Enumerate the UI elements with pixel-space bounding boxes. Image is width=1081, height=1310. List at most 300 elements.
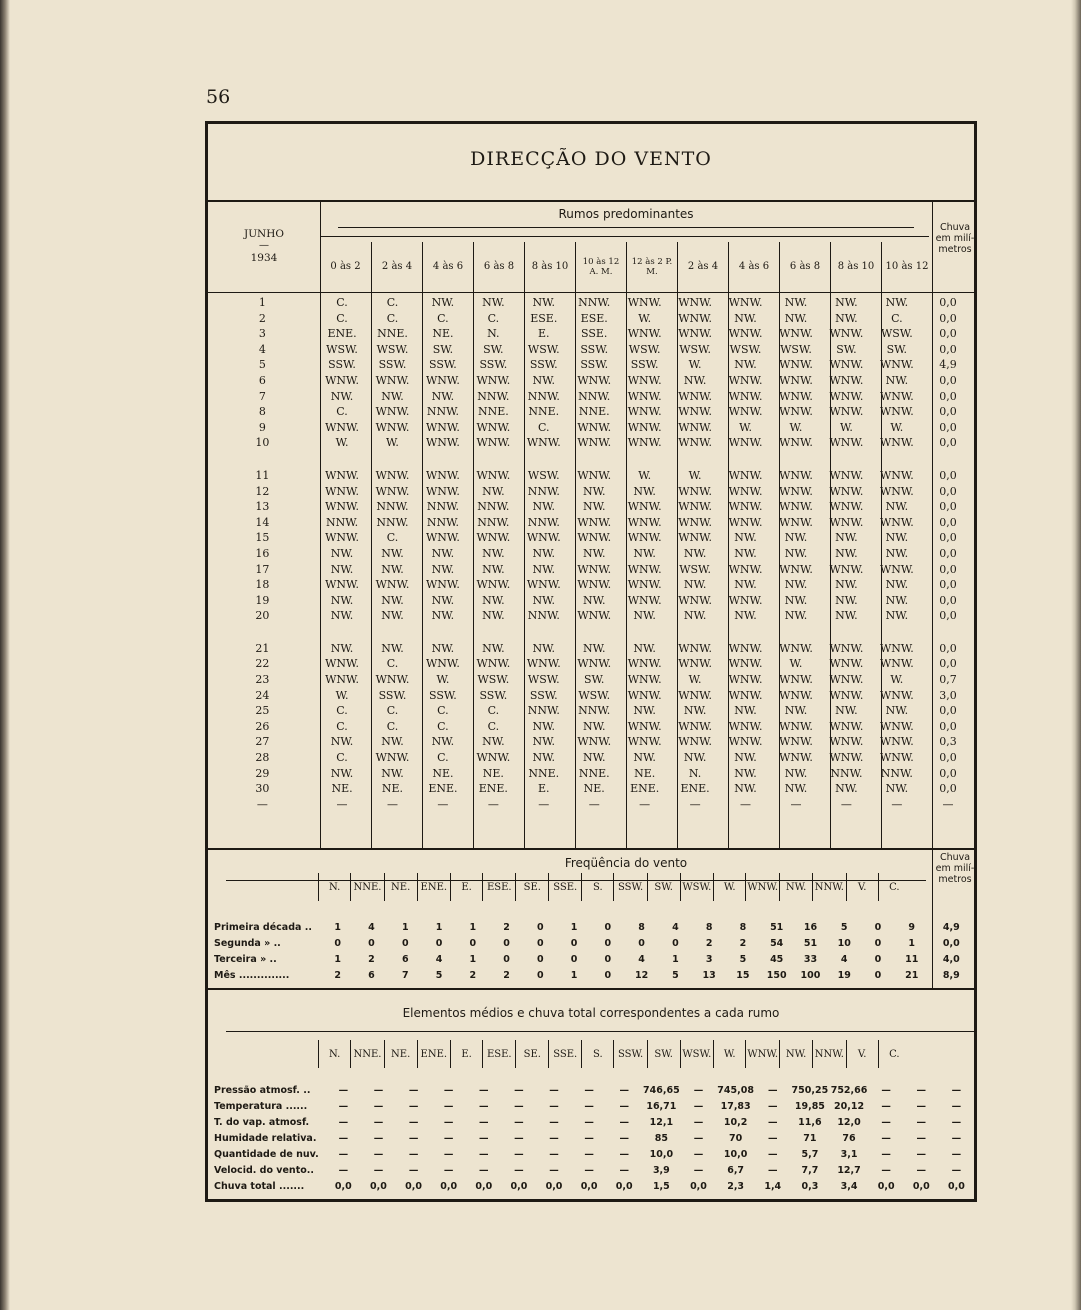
elem-cell: — bbox=[768, 1084, 778, 1096]
wind-cell: C. bbox=[386, 719, 399, 733]
freq-cell: 0 bbox=[874, 921, 882, 933]
day-number: 16 bbox=[255, 546, 270, 560]
freq-cell: 8 bbox=[739, 921, 747, 933]
wind-cell: WNW. bbox=[829, 405, 864, 419]
wind-cell: WNW. bbox=[678, 593, 712, 607]
elem-cell: — bbox=[916, 1132, 927, 1144]
freq-cell: 21 bbox=[905, 969, 919, 981]
day-number: 2 bbox=[258, 311, 266, 325]
elem-cell: 12,7 bbox=[837, 1164, 861, 1176]
elem-direction-header: WSW. bbox=[680, 1040, 714, 1068]
wind-cell: WNW. bbox=[426, 420, 460, 434]
wind-cell: NW. bbox=[734, 311, 757, 325]
rain-cell: 0,0 bbox=[939, 342, 957, 356]
freq-cell: 150 bbox=[766, 969, 787, 981]
wind-cell: NW. bbox=[885, 500, 909, 514]
wind-cell: ENE. bbox=[428, 782, 458, 796]
freq-direction-header: ENE. bbox=[417, 873, 450, 901]
wind-cell: NW. bbox=[885, 704, 909, 718]
elem-cell: 70 bbox=[729, 1132, 743, 1144]
day-number: 17 bbox=[255, 562, 270, 576]
wind-cell: WNW. bbox=[879, 641, 914, 655]
elem-cell: — bbox=[951, 1084, 962, 1096]
dash-row bbox=[208, 797, 974, 813]
elem-cell: — bbox=[443, 1100, 454, 1112]
freq-direction-header: SSW. bbox=[614, 873, 647, 901]
wind-cell: WNW. bbox=[728, 436, 763, 450]
elem-cell: — bbox=[619, 1132, 629, 1144]
elem-cell: — bbox=[549, 1132, 559, 1144]
wind-cell: WNW. bbox=[426, 436, 460, 450]
day-number: 30 bbox=[255, 782, 270, 796]
wind-cell: WNW. bbox=[678, 515, 712, 529]
rain-cell: 0,0 bbox=[939, 484, 957, 498]
freq-row bbox=[214, 935, 974, 951]
freq-cell: 1 bbox=[334, 953, 342, 965]
wind-cell: NNE. bbox=[578, 766, 610, 780]
elem-cell: — bbox=[584, 1116, 594, 1128]
wind-cell: NNW. bbox=[578, 704, 611, 718]
wind-cell: WNW. bbox=[829, 358, 864, 372]
wind-cell: NW. bbox=[431, 389, 455, 403]
wind-cell: WNW. bbox=[779, 358, 813, 372]
wind-cell: WNW. bbox=[526, 578, 561, 592]
wind-cell: WNW. bbox=[526, 531, 561, 545]
elem-cell: 0,0 bbox=[615, 1180, 633, 1192]
wind-cell: W. bbox=[335, 436, 349, 450]
freq-top-rule bbox=[208, 848, 974, 850]
day-row bbox=[208, 484, 974, 500]
elem-cell: — bbox=[951, 1116, 962, 1128]
elem-cell: — bbox=[514, 1164, 524, 1176]
time-column-header: 6 às 8 bbox=[779, 242, 830, 292]
freq-table bbox=[214, 919, 974, 983]
rain-cell: 0,0 bbox=[939, 593, 957, 607]
wind-cell: WSW. bbox=[527, 468, 560, 482]
day-number: 7 bbox=[258, 389, 266, 403]
wind-cell: WNW. bbox=[627, 673, 662, 687]
day-row bbox=[208, 311, 974, 327]
freq-direction-header: N. bbox=[319, 873, 351, 901]
elem-cell: 20,12 bbox=[834, 1100, 865, 1112]
rain-cell: 0,0 bbox=[939, 719, 957, 733]
wind-cell: WNW. bbox=[728, 327, 763, 341]
wind-cell: WNW. bbox=[779, 389, 813, 403]
wind-cell: NW. bbox=[482, 296, 505, 309]
elem-cell: 0,0 bbox=[370, 1180, 387, 1192]
wind-cell: WNW. bbox=[829, 673, 864, 687]
wind-cell: SSW. bbox=[529, 688, 558, 702]
freq-cell: 0 bbox=[570, 953, 578, 965]
wind-cell: WNW. bbox=[829, 657, 864, 671]
elem-cell: 3,9 bbox=[652, 1164, 670, 1176]
time-header-rule bbox=[320, 236, 929, 237]
rain-cell: 0,3 bbox=[939, 735, 957, 749]
elem-row-label: T. do vap. atmosf. bbox=[214, 1116, 310, 1128]
elem-cell: — bbox=[479, 1084, 489, 1096]
day-number: 12 bbox=[255, 484, 270, 498]
day-number: 11 bbox=[255, 468, 270, 482]
elem-cell: 3,1 bbox=[840, 1148, 858, 1160]
freq-direction-header: SSE. bbox=[549, 873, 582, 901]
freq-rain-header: Chuva em milí- metros bbox=[935, 852, 975, 885]
wind-cell: WSW. bbox=[679, 342, 711, 356]
wind-cell: NW. bbox=[431, 609, 455, 623]
wind-cell: WNW. bbox=[728, 688, 763, 702]
elem-cell: — bbox=[951, 1164, 962, 1176]
wind-cell: WNW. bbox=[829, 484, 864, 498]
elem-cell: — bbox=[408, 1132, 419, 1144]
dash-cell: — bbox=[336, 797, 348, 811]
freq-row-label: Primeira década .. bbox=[214, 921, 312, 933]
elem-cell: — bbox=[768, 1116, 778, 1128]
freq-cell: 4 bbox=[638, 953, 645, 965]
wind-cell: NE. bbox=[432, 327, 454, 341]
elem-direction-header: ESE. bbox=[483, 1040, 516, 1068]
day-number: 21 bbox=[255, 641, 270, 655]
freq-cell: 0 bbox=[469, 937, 477, 949]
day-row bbox=[208, 766, 974, 782]
elem-cell: 0,0 bbox=[948, 1180, 965, 1192]
wind-cell: WNW. bbox=[325, 484, 359, 498]
wind-cell: WNW. bbox=[879, 389, 914, 403]
elem-row bbox=[214, 1098, 974, 1114]
wind-cell: WSW. bbox=[527, 673, 560, 687]
freq-cell: 0 bbox=[503, 953, 510, 965]
wind-cell: WNW. bbox=[879, 515, 914, 529]
wind-cell: C. bbox=[487, 311, 500, 325]
wind-cell: NNE. bbox=[477, 405, 509, 419]
freq-cell: 8 bbox=[638, 921, 645, 933]
elem-cell: 746,65 bbox=[643, 1084, 680, 1096]
wind-cell: WNW. bbox=[779, 500, 813, 514]
elem-cell: — bbox=[479, 1116, 489, 1128]
wind-cell: WNW. bbox=[728, 515, 763, 529]
day-row bbox=[208, 688, 974, 704]
freq-cell: 1 bbox=[334, 921, 342, 933]
freq-cell: 16 bbox=[803, 921, 818, 933]
day-row bbox=[208, 499, 974, 515]
time-column-header: 2 às 4 bbox=[371, 242, 422, 292]
day-row bbox=[208, 577, 974, 593]
elem-cell: 0,0 bbox=[912, 1180, 930, 1192]
freq-cell: 2 bbox=[503, 969, 510, 981]
book-spine-left bbox=[0, 0, 10, 1310]
elem-cell: — bbox=[408, 1100, 419, 1112]
wind-cell: WNW. bbox=[829, 719, 864, 733]
freq-cell: 5 bbox=[435, 969, 443, 981]
elem-cell: 750,25 bbox=[791, 1084, 829, 1096]
day-row bbox=[208, 342, 974, 358]
wind-cell: WNW. bbox=[728, 373, 763, 387]
elem-row-label: Pressão atmosf. .. bbox=[214, 1084, 311, 1096]
wind-cell: NNW. bbox=[477, 500, 510, 514]
day-row bbox=[208, 389, 974, 405]
wind-cell: WNW. bbox=[627, 420, 662, 434]
wind-cell: WNW. bbox=[577, 420, 612, 434]
wind-cell: WNW. bbox=[829, 468, 864, 482]
wind-cell: WNW. bbox=[476, 436, 511, 450]
rain-cell: 0,0 bbox=[939, 500, 957, 514]
wind-cell: NNW. bbox=[527, 484, 560, 498]
day-row bbox=[208, 703, 974, 719]
wind-cell: WNW. bbox=[728, 719, 763, 733]
elem-cell: — bbox=[514, 1132, 524, 1144]
day-number: 15 bbox=[255, 531, 270, 545]
rain-cell: 0,0 bbox=[939, 296, 957, 309]
elem-cell: — bbox=[768, 1164, 778, 1176]
wind-cell: WNW. bbox=[779, 641, 813, 655]
wind-cell: SSW. bbox=[378, 358, 407, 372]
rain-cell: 0,0 bbox=[939, 389, 957, 403]
wind-cell: WNW. bbox=[627, 578, 662, 592]
wind-cell: NW. bbox=[633, 751, 656, 765]
wind-cell: NW. bbox=[734, 782, 757, 796]
page-number: 56 bbox=[206, 86, 231, 108]
wind-cell: NW. bbox=[582, 484, 606, 498]
freq-row bbox=[214, 951, 974, 967]
wind-cell: C. bbox=[336, 405, 348, 419]
wind-cell: NW. bbox=[330, 389, 354, 403]
elem-direction-header: N. bbox=[319, 1040, 351, 1068]
wind-cell: WNW. bbox=[678, 500, 712, 514]
wind-cell: C. bbox=[386, 296, 399, 309]
elem-cell: — bbox=[619, 1164, 629, 1176]
wind-cell: WNW. bbox=[779, 515, 813, 529]
wind-cell: C. bbox=[487, 704, 500, 718]
freq-row-label: Terceira » .. bbox=[214, 953, 277, 965]
elem-direction-header: S. bbox=[582, 1040, 614, 1068]
freq-cell: 1 bbox=[469, 953, 477, 965]
daily-wind-table bbox=[208, 295, 974, 812]
wind-cell: WNW. bbox=[879, 688, 914, 702]
day-row bbox=[208, 750, 974, 766]
elem-cell: — bbox=[619, 1100, 629, 1112]
wind-cell: NW. bbox=[482, 562, 505, 576]
wind-cell: WNW. bbox=[476, 420, 511, 434]
wind-cell: WNW. bbox=[476, 531, 511, 545]
freq-cell: 4 bbox=[368, 921, 375, 933]
day-number: 14 bbox=[255, 515, 270, 529]
wind-cell: NW. bbox=[381, 735, 404, 749]
wind-cell: WNW. bbox=[678, 641, 712, 655]
elem-cell: — bbox=[951, 1148, 962, 1160]
wind-cell: NNW. bbox=[527, 704, 560, 718]
title-rule bbox=[208, 200, 974, 202]
freq-direction-header: NE. bbox=[384, 873, 417, 901]
elem-cell: 0,0 bbox=[440, 1180, 458, 1192]
elem-cell: — bbox=[881, 1132, 891, 1144]
freq-cell: 1 bbox=[401, 921, 409, 933]
day-number: 19 bbox=[255, 593, 270, 607]
rain-cell: 0,0 bbox=[939, 766, 957, 780]
elem-cell: 1,5 bbox=[652, 1180, 670, 1192]
elem-cell: — bbox=[916, 1100, 927, 1112]
elem-cell: — bbox=[768, 1148, 778, 1160]
elem-cell: — bbox=[479, 1148, 489, 1160]
elem-brace bbox=[226, 1031, 976, 1032]
elem-cell: — bbox=[549, 1164, 559, 1176]
elem-direction-header bbox=[318, 1040, 910, 1068]
wind-cell: WNW. bbox=[375, 578, 410, 592]
wind-cell: WNW. bbox=[829, 327, 864, 341]
wind-cell: NW. bbox=[582, 500, 606, 514]
freq-cell: 0 bbox=[537, 921, 544, 933]
elem-direction-header: V. bbox=[846, 1040, 878, 1068]
wind-cell: WNW. bbox=[678, 735, 712, 749]
elem-cell: — bbox=[443, 1164, 454, 1176]
wind-cell: C. bbox=[437, 704, 449, 718]
wind-cell: WNW. bbox=[476, 468, 511, 482]
wind-cell: WNW. bbox=[627, 562, 662, 576]
day-number: 5 bbox=[258, 358, 266, 372]
wind-cell: NW. bbox=[431, 546, 455, 560]
elem-table bbox=[214, 1082, 974, 1194]
wind-cell: WNW. bbox=[627, 688, 662, 702]
day-row bbox=[208, 295, 974, 311]
wind-cell: WNW. bbox=[476, 373, 511, 387]
elem-direction-header: NW. bbox=[780, 1040, 813, 1068]
freq-cell: 0 bbox=[435, 937, 443, 949]
dash-cell: — bbox=[689, 797, 701, 811]
wind-cell: NW. bbox=[482, 546, 505, 560]
freq-cell: 0 bbox=[401, 937, 409, 949]
wind-cell: WNW. bbox=[577, 578, 612, 592]
wind-cell: WNW. bbox=[678, 311, 712, 325]
elem-row bbox=[214, 1082, 974, 1098]
wind-cell: WNW. bbox=[879, 719, 914, 733]
time-column-header: 10 às 12 A. M. bbox=[575, 242, 626, 292]
rain-cell: 0,0 bbox=[939, 704, 957, 718]
day-row bbox=[208, 326, 974, 342]
freq-direction-header: V. bbox=[846, 873, 878, 901]
wind-cell: WNW. bbox=[627, 657, 662, 671]
elem-cell: — bbox=[693, 1132, 704, 1144]
day-number: 24 bbox=[255, 688, 270, 702]
elem-cell: — bbox=[584, 1084, 594, 1096]
wind-cell: C. bbox=[487, 719, 500, 733]
elem-cell: — bbox=[768, 1132, 778, 1144]
freq-cell: 100 bbox=[800, 969, 821, 981]
elem-cell: — bbox=[916, 1084, 927, 1096]
wind-cell: NNW. bbox=[880, 766, 913, 780]
day-row bbox=[208, 593, 974, 609]
wind-cell: SSW. bbox=[479, 688, 508, 702]
wind-cell: SSW. bbox=[479, 358, 508, 372]
wind-cell: WNW. bbox=[627, 515, 662, 529]
elem-cell: — bbox=[693, 1116, 704, 1128]
wind-cell: NW. bbox=[330, 641, 354, 655]
elem-cell: — bbox=[881, 1084, 891, 1096]
elem-cell: — bbox=[408, 1116, 419, 1128]
wind-cell: C. bbox=[437, 311, 449, 325]
day-number: 25 bbox=[255, 704, 270, 718]
rain-cell: 0,0 bbox=[939, 420, 957, 434]
elem-title: Elementos médios e chuva total correspondentes a cada rumo bbox=[402, 1006, 780, 1020]
freq-cell: 10 bbox=[837, 937, 851, 949]
wind-cell: NW. bbox=[633, 546, 656, 560]
wind-cell: NW. bbox=[330, 593, 354, 607]
wind-cell: WNW. bbox=[678, 327, 712, 341]
month-label: JUNHO bbox=[243, 228, 284, 240]
wind-cell: WNW. bbox=[829, 436, 864, 450]
freq-cell: 0 bbox=[604, 921, 612, 933]
freq-title: Freqüência do vento bbox=[564, 856, 688, 870]
wind-cell: NW. bbox=[784, 766, 808, 780]
wind-cell: WNW. bbox=[325, 500, 359, 514]
day-row bbox=[208, 734, 974, 750]
wind-cell: WNW. bbox=[779, 468, 813, 482]
wind-cell: WNW. bbox=[325, 531, 359, 545]
day-number: 6 bbox=[258, 373, 266, 387]
dash-cell: — bbox=[840, 797, 852, 811]
wind-direction-table: DIRECÇÃO DO VENTO JUNHO — 1934 Rumos predominantes Chuva em milí- metros 0 às 2 2 às 4 4 às 6 6 às 8 8 às 10 10 às 12 A. M. 12 às 2 P. M. 2 às 4 4 às 6 6 às 8 8 às 10 10 às 12 1 C. C. NW. NW. NW. NNW. WNW. WNW. WNW. NW. NW. NW. 0,0 2 C. C. C. C. ESE. ESE. W. WNW. NW. NW. NW. C. 0,0 3 ENE. NNE. NE. N. E. SSE. WNW. WNW. WNW. WNW. WNW. WSW. 0,0 4 WSW. WSW. SW. SW. WSW. SSW. WSW. WSW. WSW. WSW. SW. SW. 0,0 5 SSW. SSW. SSW. SSW. SSW. SSW. SSW. W. NW. WNW. WNW. WNW. 4,9 6 WNW. WNW. WNW. WNW. NW. WNW. WNW. NW. WNW. WNW. WNW. NW. 0,0 7 NW. NW. NW. NNW. NNW. NNW. WNW. WNW. WNW. WNW. WNW. WNW. 0,0 8 C. WNW. NNW. NNE. NNE. NNE. WNW. WNW. WNW. WNW. WNW. WNW. 0,0 9 WNW. WNW. WNW. WNW. C. WNW. WNW. WNW. W. W. W. W. 0,0 10 W. W. WNW. WNW. WNW. WNW. WNW. WNW. WNW. WNW. WNW. WNW. 0,0 11 WNW. WNW. WNW. WNW. WSW. WNW. W. W. WNW. WNW. WNW. WNW. 0,0 12 WNW. WNW. WNW. NW. NNW. NW. NW. WNW. WNW. WNW. WNW. WNW. 0,0 13 WNW. NNW. NNW. NNW. NW. NW. WNW. WNW. WNW. WNW. WNW. NW. 0,0 14 NNW. NNW. NNW. NNW. NNW. WNW. WNW. WNW. WNW. WNW. WNW. WNW. 0,0 15 WNW. C. WNW. WNW. WNW. WNW. WNW. WNW. NW. NW. NW. NW. 0,0 16 NW. NW. NW. NW. NW. NW. NW. NW. NW. NW. NW. NW. 0,0 17 NW. NW. NW. NW. NW. WNW. WNW. WSW. WNW. WNW. WNW. WNW. 0,0 18 WNW. WNW. WNW. WNW. WNW. WNW. WNW. NW. NW. NW. NW. NW. 0,0 19 NW. NW. NW. NW. NW. NW. WNW. WNW. WNW. NW. NW. NW. 0,0 20 NW. NW. NW. NW. NNW. WNW. NW. NW. NW. NW. NW. NW. 0,0 21 NW. NW. NW. NW. NW. NW. NW. WNW. WNW. WNW. WNW. WNW. 0,0 22 WNW. C. WNW. WNW. WNW. WNW. WNW. WNW. WNW. W. WNW. WNW. 0,0 23 WNW. WNW. W. WSW. WSW. SW. WNW. W. WNW. WNW. WNW. W. 0,7 24 W. SSW. SSW. SSW. SSW. WSW. WNW. WNW. WNW. WNW. WNW. WNW. 3,0 25 C. C. C. C. NNW. NNW. NW. NW. NW. NW. NW. NW. 0,0 26 C. C. C. C. NW. NW. WNW. WNW. WNW. WNW. WNW. WNW. 0,0 27 NW. NW. NW. NW. NW. WNW. WNW. WNW. WNW. WNW. WNW. WNW. 0,3 28 C. WNW. C. WNW. NW. NW. NW. NW. NW. WNW. WNW. WNW. 0,0 29 NW. NW. NE. NE. NNE. NNE. NE. N. NW. NW. NNW. NNW. 0,0 30 NE. NE. ENE. ENE. E. NE. ENE. ENE. NW. NW. NW. NW. 0,0 — — — — — — — — — — — — — — Freqüência do vento Chuva em milí- metros N. NNE. NE. ENE. E. ESE. SE. SSE. S. SSW. SW. WSW. W. WNW. NW. NNW. V. C. Primeira década .. 1 4 1 1 1 2 0 1 0 8 4 8 8 51 16 5 0 9 4,9 Segunda » .. 0 0 0 0 0 0 0 0 0 0 0 2 2 54 51 10 0 1 0,0 Terceira » .. 1 2 6 4 1 0 0 0 0 4 1 3 5 45 33 4 0 11 4,0 Mês .............. 2 6 7 5 2 2 0 1 0 12 5 13 15 150 100 19 0 21 8,9 Elementos médios e chuva total correspondentes a cada rumo N. NNE. NE. ENE. E. ESE. SE. SSE. S. SSW. SW. WSW. W. WNW. NW. NNW. V. C. Pressão atmosf. .. — — — — — — — — — 746,65 — 745,08 — 750,25 752,66 — — — Temperatura ...... — — — — — — — — — 16,71 — 17,83 — 19,85 20,12 — — — T. do vap. atmosf. — — — — — — — — — 12,1 — 10,2 — 11,6 12,0 — — — Humidade relativa. — — — — — — — — — 85 — 70 — 71 76 — — — Quantidade de nuv. — — — — — — — — — 10,0 — 10,0 — 5,7 3,1 — — — Velocid. do vento.. — — — — — — — — — 3,9 — 6,7 — 7,7 12,7 — — — Chuva total ....... 0,0 0,0 0,0 0,0 0,0 0,0 0,0 0,0 0,0 1,5 0,0 2,3 1,4 0,3 3,4 0,0 0,0 0,0 bbox=[205, 121, 977, 1202]
wind-cell: NW. bbox=[431, 593, 455, 607]
wind-cell: NW. bbox=[784, 531, 808, 545]
wind-cell: SSW. bbox=[328, 358, 356, 372]
freq-cell: 0 bbox=[672, 937, 679, 949]
wind-cell: WNW. bbox=[627, 405, 662, 419]
elem-direction-header: SW. bbox=[647, 1040, 680, 1068]
time-column-header: 10 às 12 bbox=[881, 242, 932, 292]
elem-cell: — bbox=[693, 1148, 704, 1160]
wind-cell: WNW. bbox=[779, 719, 813, 733]
freq-row-label: Segunda » .. bbox=[214, 937, 281, 949]
wind-cell: WSW. bbox=[527, 342, 560, 356]
rain-cell: 0,0 bbox=[939, 327, 957, 341]
freq-cell: 0 bbox=[537, 969, 544, 981]
freq-row bbox=[214, 919, 974, 935]
elem-cell: 17,83 bbox=[720, 1100, 751, 1112]
wind-cell: WSW. bbox=[880, 327, 913, 341]
elem-row-label: Quantidade de nuv. bbox=[214, 1148, 319, 1160]
wind-cell: N. bbox=[487, 327, 500, 341]
wind-cell: NW. bbox=[734, 531, 757, 545]
wind-cell: WNW. bbox=[879, 484, 914, 498]
wind-cell: WNW. bbox=[325, 420, 359, 434]
rain-cell: 0,0 bbox=[939, 373, 957, 387]
elem-top-rule bbox=[208, 988, 974, 990]
elem-cell: — bbox=[338, 1132, 349, 1144]
wind-cell: C. bbox=[891, 311, 903, 325]
day-row bbox=[208, 435, 974, 451]
wind-cell: WNW. bbox=[829, 500, 864, 514]
elem-row bbox=[214, 1178, 974, 1194]
elem-cell: — bbox=[373, 1100, 384, 1112]
wind-cell: WNW. bbox=[627, 531, 662, 545]
wind-cell: NW. bbox=[381, 609, 404, 623]
elem-cell: — bbox=[584, 1100, 594, 1112]
elem-cell: 5,7 bbox=[801, 1148, 819, 1160]
rain-cell: 3,0 bbox=[939, 688, 957, 702]
elem-cell: 10,0 bbox=[723, 1148, 748, 1160]
wind-cell: WNW. bbox=[678, 296, 712, 309]
elem-cell: — bbox=[338, 1084, 349, 1096]
wind-cell: WNW. bbox=[879, 436, 914, 450]
wind-cell: W. bbox=[688, 673, 702, 687]
freq-direction-header: ESE. bbox=[483, 873, 516, 901]
wind-cell: WNW. bbox=[829, 735, 864, 749]
freq-direction-header: NNW. bbox=[813, 873, 847, 901]
wind-cell: WNW. bbox=[627, 389, 662, 403]
day-number: 29 bbox=[255, 766, 270, 780]
time-column-header: 0 às 2 bbox=[330, 261, 361, 272]
elem-cell: — bbox=[408, 1164, 419, 1176]
wind-cell: NW. bbox=[835, 704, 858, 718]
day-row bbox=[208, 468, 974, 484]
wind-cell: C. bbox=[386, 657, 399, 671]
wind-cell: SSW. bbox=[529, 358, 558, 372]
